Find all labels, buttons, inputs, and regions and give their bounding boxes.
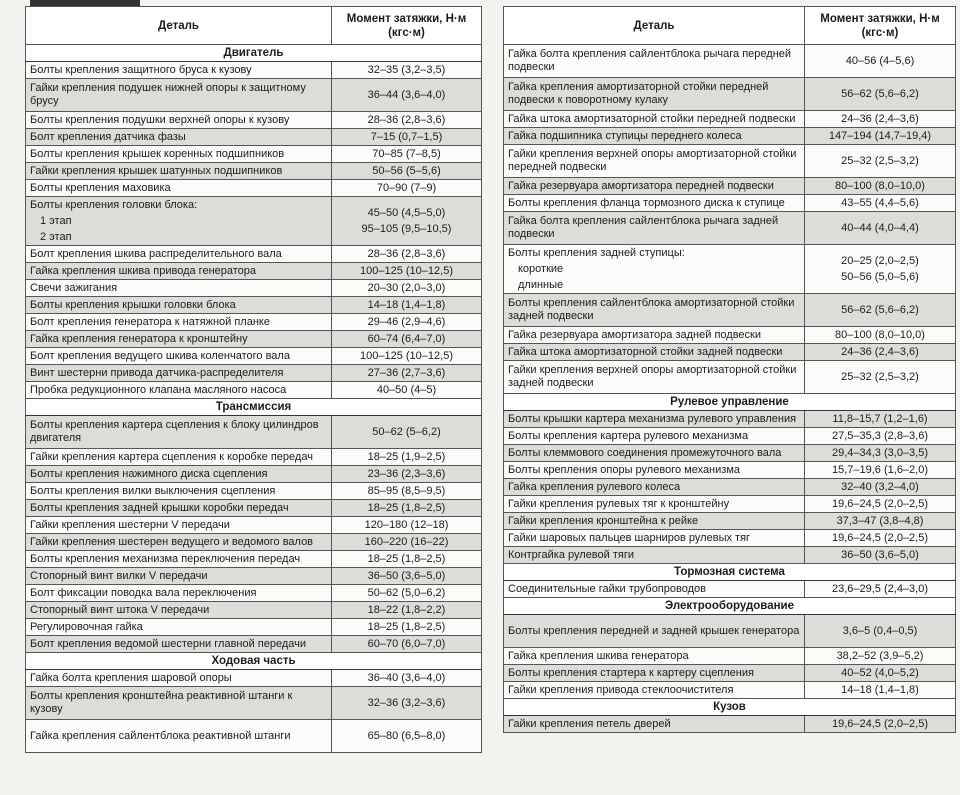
part-name: Гайки крепления крышек шатунных подшипников <box>26 163 332 180</box>
torque-value: 18–25 (1,8–2,5) <box>332 500 482 517</box>
table-row <box>26 534 482 551</box>
table-row <box>504 665 956 682</box>
table-row <box>504 648 956 665</box>
table-row <box>26 314 482 331</box>
torque-value: 160–220 (16–22) <box>332 534 482 551</box>
part-name-main: Болты крепления задней ступицы: <box>508 247 685 259</box>
sub-step-label: 1 этап <box>40 215 72 227</box>
part-name: Соединительные гайки трубопроводов <box>504 581 805 598</box>
part-name: Гайка резервуара амортизатора передней подвески <box>504 178 805 195</box>
part-name: Болты крепления кронштейна реактивной штанги к кузову <box>26 687 332 720</box>
table-row <box>26 670 482 687</box>
table-row <box>504 344 956 361</box>
header-torque: Момент затяжки, Н·м (кгс·м) <box>332 7 482 45</box>
table-row <box>26 246 482 263</box>
part-name: Пробка редукционного клапана масляного насоса <box>26 382 332 399</box>
torque-value: 18–25 (1,9–2,5) <box>332 449 482 466</box>
table-row <box>26 687 482 720</box>
section-title-row <box>504 598 956 615</box>
torque-value: 29,4–34,3 (3,0–3,5) <box>805 445 956 462</box>
part-name: Болты крепления фланца тормозного диска к ступице <box>504 195 805 212</box>
torque-value: 25–32 (2,5–3,2) <box>805 361 956 394</box>
sub-step-label: длинные <box>518 279 564 291</box>
table-row <box>504 411 956 428</box>
table-row <box>26 619 482 636</box>
table-row <box>504 716 956 733</box>
torque-value: 25–32 (2,5–3,2) <box>805 145 956 178</box>
torque-value: 11,8–15,7 (1,2–1,6) <box>805 411 956 428</box>
torque-value: 23–36 (2,3–3,6) <box>332 466 482 483</box>
part-name: Гайка крепления амортизаторной стойки передней подвески к поворотному кулаку <box>504 78 805 111</box>
part-name: Свечи зажигания <box>26 280 332 297</box>
section-title: Тормозная система <box>504 564 956 581</box>
torque-value <box>805 245 956 294</box>
section-title-row <box>26 653 482 670</box>
sub-step-label: короткие <box>518 263 564 275</box>
torque-value <box>332 197 482 246</box>
section-title-row <box>504 699 956 716</box>
part-name: Болты крепления подушки верхней опоры к кузову <box>26 112 332 129</box>
torque-value: 14–18 (1,4–1,8) <box>332 297 482 314</box>
torque-value: 18–25 (1,8–2,5) <box>332 619 482 636</box>
table-row <box>504 445 956 462</box>
part-name: Болты крепления сайлентблока амортизаторной стойки задней подвески <box>504 294 805 327</box>
table-row <box>26 129 482 146</box>
torque-value: 7–15 (0,7–1,5) <box>332 129 482 146</box>
table-row <box>26 297 482 314</box>
torque-value: 50–56 (5–5,6) <box>332 163 482 180</box>
torque-value: 28–36 (2,8–3,6) <box>332 112 482 129</box>
part-name: Болты крепления картера рулевого механизма <box>504 428 805 445</box>
torque-value: 100–125 (10–12,5) <box>332 263 482 280</box>
table-row <box>26 466 482 483</box>
torque-value: 27–36 (2,7–3,6) <box>332 365 482 382</box>
table-row <box>26 280 482 297</box>
table-row <box>26 449 482 466</box>
torque-value: 40–52 (4,0–5,2) <box>805 665 956 682</box>
part-name: Болты крепления опоры рулевого механизма <box>504 462 805 479</box>
part-name: Регулировочная гайка <box>26 619 332 636</box>
table-row <box>504 479 956 496</box>
torque-value: 40–56 (4–5,6) <box>805 45 956 78</box>
torque-value: 37,3–47 (3,8–4,8) <box>805 513 956 530</box>
torque-value: 50–62 (5,0–6,2) <box>332 585 482 602</box>
table-row <box>26 636 482 653</box>
table-row <box>26 263 482 280</box>
torque-value: 36–40 (3,6–4,0) <box>332 670 482 687</box>
table-row <box>26 551 482 568</box>
header-part: Деталь <box>504 7 805 45</box>
table-row <box>504 294 956 327</box>
sub-step-label: 2 этап <box>40 231 72 243</box>
torque-value: 14–18 (1,4–1,8) <box>805 682 956 699</box>
section-title: Ходовая часть <box>26 653 482 670</box>
table-row <box>504 245 956 294</box>
table-row <box>26 720 482 753</box>
torque-value: 28–36 (2,8–3,6) <box>332 246 482 263</box>
part-name: Болты крепления нажимного диска сцепления <box>26 466 332 483</box>
torque-value: 60–74 (6,4–7,0) <box>332 331 482 348</box>
torque-value: 20–30 (2,0–3,0) <box>332 280 482 297</box>
torque-value: 3,6–5 (0,4–0,5) <box>805 615 956 648</box>
torque-value: 19,6–24,5 (2,0–2,5) <box>805 530 956 547</box>
table-row <box>26 568 482 585</box>
header-torque: Момент затяжки, Н·м (кгс·м) <box>805 7 956 45</box>
table-row <box>26 112 482 129</box>
table-row <box>504 496 956 513</box>
table-row <box>504 45 956 78</box>
table-row <box>504 178 956 195</box>
section-title-row <box>504 394 956 411</box>
table-row <box>26 416 482 449</box>
part-name: Болты клеммового соединения промежуточного вала <box>504 445 805 462</box>
torque-value: 65–80 (6,5–8,0) <box>332 720 482 753</box>
part-name: Гайки крепления шестерни V передачи <box>26 517 332 534</box>
part-name: Винт шестерни привода датчика-распределителя <box>26 365 332 382</box>
table-row <box>26 163 482 180</box>
table-row <box>26 585 482 602</box>
table-row <box>26 180 482 197</box>
section-title: Кузов <box>504 699 956 716</box>
table-row <box>26 197 482 246</box>
sub-step-value: 50–56 (5,0–5,6) <box>841 271 919 283</box>
table-row <box>26 483 482 500</box>
part-name: Гайка крепления генератора к кронштейну <box>26 331 332 348</box>
part-name: Гайка крепления шкива генератора <box>504 648 805 665</box>
torque-value: 38,2–52 (3,9–5,2) <box>805 648 956 665</box>
part-name: Гайка болта крепления сайлентблока рычага задней подвески <box>504 212 805 245</box>
table-row <box>26 62 482 79</box>
part-name: Болт крепления ведущего шкива коленчатого вала <box>26 348 332 365</box>
part-name: Стопорный винт штока V передачи <box>26 602 332 619</box>
section-title-row <box>26 45 482 62</box>
table-row <box>504 615 956 648</box>
part-name: Болты крепления стартера к картеру сцепления <box>504 665 805 682</box>
table-row <box>26 602 482 619</box>
part-name <box>26 197 332 246</box>
torque-value: 36–50 (3,6–5,0) <box>332 568 482 585</box>
part-name: Болт крепления шкива распределительного вала <box>26 246 332 263</box>
table-row <box>504 327 956 344</box>
torque-value: 19,6–24,5 (2,0–2,5) <box>805 496 956 513</box>
table-row <box>26 365 482 382</box>
part-name: Гайки крепления картера сцепления к коробке передач <box>26 449 332 466</box>
part-name: Болты крепления вилки выключения сцепления <box>26 483 332 500</box>
table-row <box>26 382 482 399</box>
part-name: Болт крепления генератора к натяжной планке <box>26 314 332 331</box>
part-name: Гайка крепления рулевого колеса <box>504 479 805 496</box>
torque-value: 60–70 (6,0–7,0) <box>332 636 482 653</box>
header-part: Деталь <box>26 7 332 45</box>
part-name: Болты крепления крышки головки блока <box>26 297 332 314</box>
table-row <box>504 78 956 111</box>
table-row <box>504 111 956 128</box>
torque-value: 85–95 (8,5–9,5) <box>332 483 482 500</box>
torque-value: 36–50 (3,6–5,0) <box>805 547 956 564</box>
part-name: Гайка болта крепления шаровой опоры <box>26 670 332 687</box>
part-name: Гайка штока амортизаторной стойки задней подвески <box>504 344 805 361</box>
section-title: Трансмиссия <box>26 399 482 416</box>
torque-value: 120–180 (12–18) <box>332 517 482 534</box>
part-name: Гайки крепления шестерен ведущего и ведомого валов <box>26 534 332 551</box>
torque-value: 18–25 (1,8–2,5) <box>332 551 482 568</box>
part-name: Болт крепления ведомой шестерни главной передачи <box>26 636 332 653</box>
part-name: Болт фиксации поводка вала переключения <box>26 585 332 602</box>
torque-value: 40–44 (4,0–4,4) <box>805 212 956 245</box>
torque-value: 36–44 (3,6–4,0) <box>332 79 482 112</box>
part-name: Болты крепления защитного бруса к кузову <box>26 62 332 79</box>
torque-value: 24–36 (2,4–3,6) <box>805 344 956 361</box>
part-name: Гайка резервуара амортизатора задней подвески <box>504 327 805 344</box>
table-row <box>504 547 956 564</box>
part-name: Болт крепления датчика фазы <box>26 129 332 146</box>
table-row <box>26 79 482 112</box>
section-title-row <box>26 399 482 416</box>
torque-value: 56–62 (5,6–6,2) <box>805 78 956 111</box>
table-row <box>26 331 482 348</box>
table-row <box>504 428 956 445</box>
table-row <box>504 682 956 699</box>
right-torque-table <box>503 6 956 733</box>
torque-value: 15,7–19,6 (1,6–2,0) <box>805 462 956 479</box>
torque-value: 43–55 (4,4–5,6) <box>805 195 956 212</box>
part-name <box>504 245 805 294</box>
table-row <box>26 517 482 534</box>
table-row <box>26 500 482 517</box>
part-name-main: Болты крепления головки блока: <box>30 199 198 211</box>
part-name: Гайки крепления рулевых тяг к кронштейну <box>504 496 805 513</box>
part-name: Стопорный винт вилки V передачи <box>26 568 332 585</box>
part-name: Гайки крепления верхней опоры амортизаторной стойки передней подвески <box>504 145 805 178</box>
table-row <box>504 581 956 598</box>
sub-step-value: 20–25 (2,0–2,5) <box>841 255 919 267</box>
torque-value: 24–36 (2,4–3,6) <box>805 111 956 128</box>
table-row <box>504 462 956 479</box>
torque-value: 80–100 (8,0–10,0) <box>805 327 956 344</box>
part-name: Гайки крепления кронштейна к рейке <box>504 513 805 530</box>
torque-value: 18–22 (1,8–2,2) <box>332 602 482 619</box>
torque-value: 23,6–29,5 (2,4–3,0) <box>805 581 956 598</box>
table-row <box>504 530 956 547</box>
part-name: Контргайка рулевой тяги <box>504 547 805 564</box>
torque-value: 40–50 (4–5) <box>332 382 482 399</box>
part-name: Болты крепления маховика <box>26 180 332 197</box>
section-title-row <box>504 564 956 581</box>
part-name: Гайки крепления подушек нижней опоры к защитному брусу <box>26 79 332 112</box>
part-name: Гайка подшипника ступицы переднего колеса <box>504 128 805 145</box>
table-row <box>26 348 482 365</box>
part-name: Гайки крепления верхней опоры амортизаторной стойки задней подвески <box>504 361 805 394</box>
table-row <box>504 513 956 530</box>
table-header-row <box>26 7 482 45</box>
table-row <box>504 128 956 145</box>
torque-value: 32–36 (3,2–3,6) <box>332 687 482 720</box>
torque-value: 19,6–24,5 (2,0–2,5) <box>805 716 956 733</box>
part-name: Гайка крепления шкива привода генератора <box>26 263 332 280</box>
part-name: Болты крепления передней и задней крышек генератора <box>504 615 805 648</box>
torque-value: 56–62 (5,6–6,2) <box>805 294 956 327</box>
torque-value: 32–35 (3,2–3,5) <box>332 62 482 79</box>
sub-step-value: 45–50 (4,5–5,0) <box>367 207 446 219</box>
torque-value: 50–62 (5–6,2) <box>332 416 482 449</box>
part-name: Гайка болта крепления сайлентблока рычага передней подвески <box>504 45 805 78</box>
table-row <box>504 212 956 245</box>
part-name: Гайки крепления привода стеклоочистителя <box>504 682 805 699</box>
part-name: Гайки крепления петель дверей <box>504 716 805 733</box>
table-row <box>504 195 956 212</box>
torque-value: 147–194 (14,7–19,4) <box>805 128 956 145</box>
part-name: Гайки шаровых пальцев шарниров рулевых тяг <box>504 530 805 547</box>
torque-value: 32–40 (3,2–4,0) <box>805 479 956 496</box>
table-row <box>504 145 956 178</box>
part-name: Болты крепления крышек коренных подшипников <box>26 146 332 163</box>
table-header-row <box>504 7 956 45</box>
torque-value: 27,5–35,3 (2,8–3,6) <box>805 428 956 445</box>
part-name: Болты крепления картера сцепления к блоку цилиндров двигателя <box>26 416 332 449</box>
torque-value: 70–85 (7–8,5) <box>332 146 482 163</box>
part-name: Болты крепления механизма переключения передач <box>26 551 332 568</box>
part-name: Гайка крепления сайлентблока реактивной штанги <box>26 720 332 753</box>
sub-step-value: 95–105 (9,5–10,5) <box>361 223 452 235</box>
torque-value: 29–46 (2,9–4,6) <box>332 314 482 331</box>
part-name: Гайка штока амортизаторной стойки передней подвески <box>504 111 805 128</box>
table-row <box>26 146 482 163</box>
table-row <box>504 361 956 394</box>
section-title: Двигатель <box>26 45 482 62</box>
torque-value: 80–100 (8,0–10,0) <box>805 178 956 195</box>
torque-value: 70–90 (7–9) <box>332 180 482 197</box>
part-name: Болты крышки картера механизма рулевого управления <box>504 411 805 428</box>
left-torque-table <box>25 6 482 753</box>
part-name: Болты крепления задней крышки коробки передач <box>26 500 332 517</box>
section-title: Рулевое управление <box>504 394 956 411</box>
torque-value: 100–125 (10–12,5) <box>332 348 482 365</box>
section-title: Электрооборудование <box>504 598 956 615</box>
